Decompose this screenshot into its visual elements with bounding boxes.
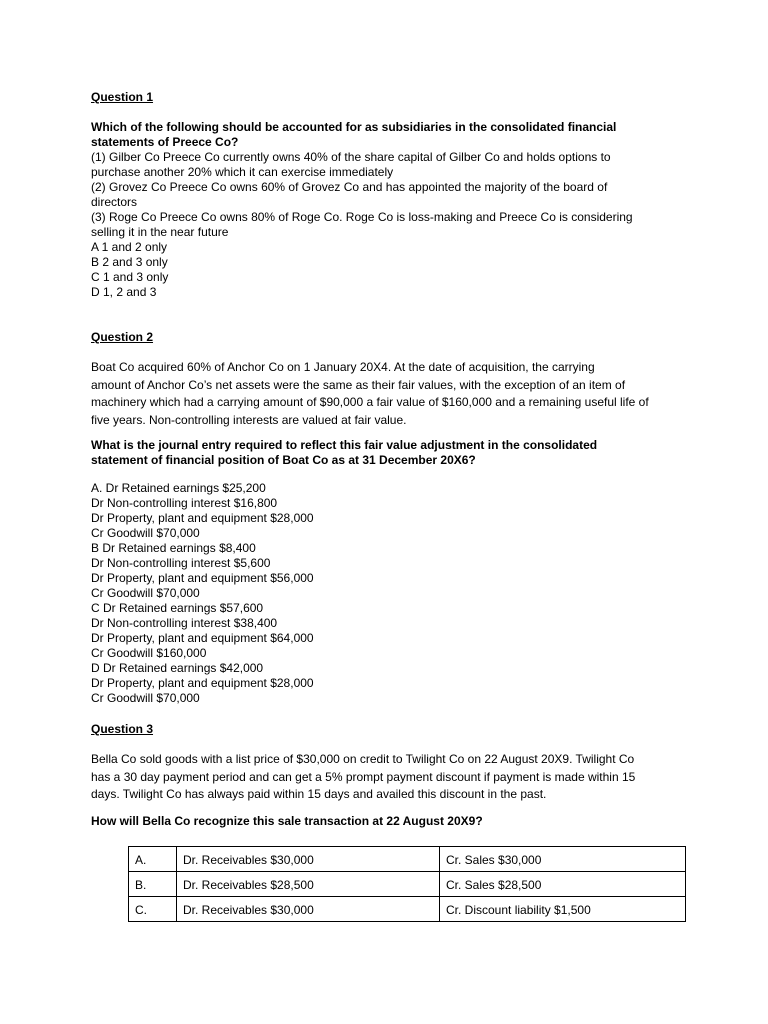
document-page bbox=[91, 90, 691, 829]
question-1-option: D 1, 2 and 3 bbox=[91, 285, 157, 299]
question-1-line: (3) Roge Co Preece Co owns 80% of Roge Co. Roge Co is loss-making and Preece Co is considering bbox=[91, 210, 633, 224]
question-2-paragraph-line: amount of Anchor Co’s net assets were the same as their fair values, with the exception of an item of bbox=[91, 377, 626, 392]
debit-entry: Dr. Receivables $30,000 bbox=[177, 897, 440, 922]
debit-entry: Dr. Receivables $28,500 bbox=[177, 872, 440, 897]
question-2-option-line: A. Dr Retained earnings $25,200 bbox=[91, 481, 266, 495]
question-3-options-table bbox=[128, 846, 686, 922]
question-2-paragraph-line: five years. Non-controlling interests are valued at fair value. bbox=[91, 412, 407, 427]
table-row bbox=[129, 872, 686, 897]
question-2-option-line: C Dr Retained earnings $57,600 bbox=[91, 601, 264, 615]
question-2-option-line: Dr Property, plant and equipment $28,000 bbox=[91, 511, 314, 525]
question-1-stem-line: statements of Preece Co? bbox=[91, 135, 239, 149]
question-2-option-line: Dr Non-controlling interest $38,400 bbox=[91, 616, 278, 630]
question-3-heading: Question 3 bbox=[91, 722, 154, 736]
question-2-option-line: Dr Property, plant and equipment $56,000 bbox=[91, 571, 314, 585]
question-1-option: A 1 and 2 only bbox=[91, 240, 168, 254]
question-3-paragraph-line: Bella Co sold goods with a list price of $30,000 on credit to Twilight Co on 22 August 20X9. Twilight Co bbox=[91, 752, 635, 766]
question-2-stem-line: statement of financial position of Boat Co as at 31 December 20X6? bbox=[91, 453, 476, 467]
question-2-option-line: Cr Goodwill $70,000 bbox=[91, 526, 200, 540]
option-letter: B. bbox=[129, 872, 177, 897]
question-1-heading: Question 1 bbox=[91, 90, 154, 104]
question-2-paragraph-line: machinery which had a carrying amount of $90,000 a fair value of $160,000 and a remaining useful life of bbox=[91, 395, 649, 409]
question-1-option: B 2 and 3 only bbox=[91, 255, 168, 269]
question-1-line: selling it in the near future bbox=[91, 225, 229, 239]
question-2-option-line: B Dr Retained earnings $8,400 bbox=[91, 541, 256, 555]
question-2-option-line: Dr Non-controlling interest $16,800 bbox=[91, 496, 278, 510]
table-row bbox=[129, 897, 686, 922]
option-letter: C. bbox=[129, 897, 177, 922]
debit-entry: Dr. Receivables $30,000 bbox=[177, 847, 440, 872]
table-row bbox=[129, 847, 686, 872]
credit-entry: Cr. Sales $28,500 bbox=[440, 872, 686, 897]
question-1-line: (2) Grovez Co Preece Co owns 60% of Grovez Co and has appointed the majority of the board of bbox=[91, 180, 608, 194]
question-2-option-line: D Dr Retained earnings $42,000 bbox=[91, 661, 264, 675]
question-2-option-line: Cr Goodwill $70,000 bbox=[91, 586, 200, 600]
option-letter: A. bbox=[129, 847, 177, 872]
question-2-option-line: Cr Goodwill $160,000 bbox=[91, 646, 207, 660]
credit-entry: Cr. Sales $30,000 bbox=[440, 847, 686, 872]
question-2-option-line: Dr Non-controlling interest $5,600 bbox=[91, 556, 271, 570]
question-2-heading: Question 2 bbox=[91, 330, 154, 344]
question-3-paragraph-line: has a 30 day payment period and can get a 5% prompt payment discount if payment is made within 15 bbox=[91, 769, 636, 784]
question-2-option-line: Dr Property, plant and equipment $28,000 bbox=[91, 676, 314, 690]
question-1-line: (1) Gilber Co Preece Co currently owns 40% of the share capital of Gilber Co and holds options to bbox=[91, 150, 611, 164]
question-1-line: directors bbox=[91, 195, 138, 209]
question-2-option-line: Cr Goodwill $70,000 bbox=[91, 691, 200, 705]
question-3-paragraph-line: days. Twilight Co has always paid within 15 days and availed this discount in the past. bbox=[91, 787, 547, 801]
question-2-paragraph-line: Boat Co acquired 60% of Anchor Co on 1 January 20X4. At the date of acquisition, the carrying bbox=[91, 360, 595, 374]
credit-entry: Cr. Discount liability $1,500 bbox=[440, 897, 686, 922]
question-2-option-line: Dr Property, plant and equipment $64,000 bbox=[91, 631, 314, 645]
question-1-option: C 1 and 3 only bbox=[91, 270, 169, 284]
question-1-line: purchase another 20% which it can exercise immediately bbox=[91, 165, 394, 179]
question-3-stem: How will Bella Co recognize this sale transaction at 22 August 20X9? bbox=[91, 813, 483, 828]
question-2-stem-line: What is the journal entry required to reflect this fair value adjustment in the consolidated bbox=[91, 438, 598, 452]
question-1-stem-line: Which of the following should be accounted for as subsidiaries in the consolidated financial bbox=[91, 120, 617, 134]
